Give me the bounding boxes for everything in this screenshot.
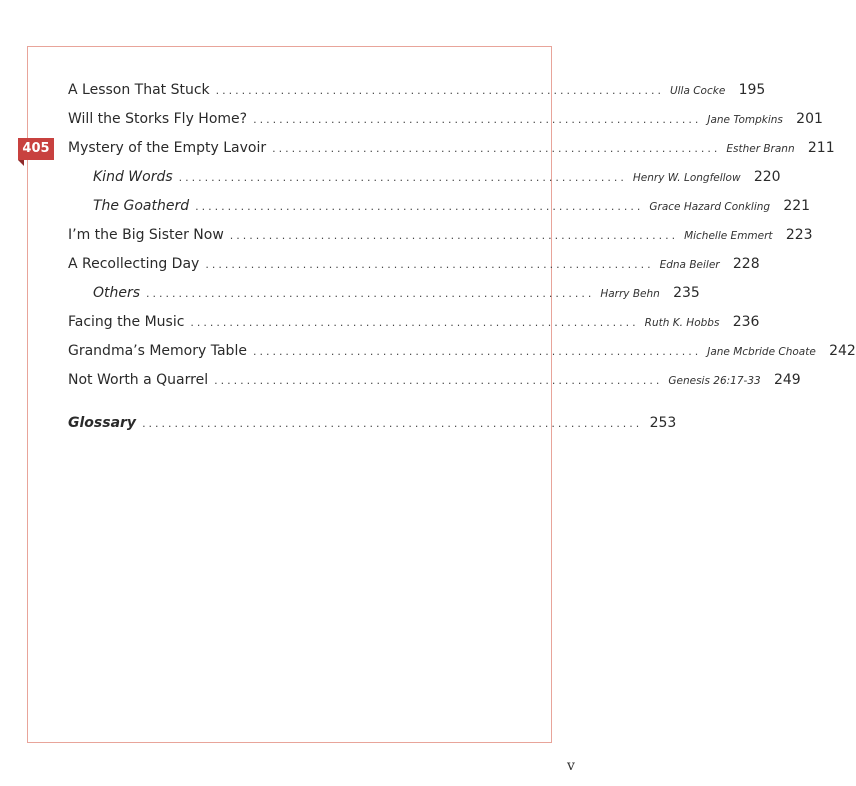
- toc-entry-title: A Recollecting Day: [68, 256, 200, 272]
- toc-entry-title: Others: [93, 285, 141, 301]
- toc-entry[interactable]: [68, 169, 781, 198]
- toc-entry-page: 235: [673, 285, 700, 301]
- toc-entry-page: 195: [738, 82, 766, 98]
- leader-dots: .....................................................................: [229, 229, 679, 242]
- toc-entry[interactable]: [68, 111, 823, 140]
- toc-entry-page: 201: [796, 111, 823, 127]
- leader-dots: .....................................................................: [205, 258, 654, 271]
- toc-entry-author: Harry Behn: [600, 288, 660, 300]
- toc-entry[interactable]: [68, 140, 835, 169]
- toc-entry-title: A Lesson That Stuck: [68, 82, 210, 98]
- leader-dots: .....................................................................: [252, 345, 702, 358]
- toc-entry-author: Genesis 26:17-33: [668, 375, 761, 387]
- toc-entry-title: The Goatherd: [93, 198, 190, 214]
- toc-entry-author: Ruth K. Hobbs: [644, 317, 720, 329]
- leader-dots: .....................................................................: [272, 142, 721, 155]
- toc-entry-title: Mystery of the Empty Lavoir: [68, 140, 267, 156]
- toc-entry-page: 249: [773, 372, 801, 388]
- toc-entry-title: I’m the Big Sister Now: [68, 227, 224, 243]
- toc-entry-author: Henry W. Longfellow: [632, 172, 741, 184]
- toc-entry[interactable]: [68, 82, 766, 111]
- leader-dots: .....................................................................: [146, 287, 595, 300]
- toc-entry-title: Will the Storks Fly Home?: [68, 111, 248, 127]
- toc-entry-page: 236: [732, 314, 760, 330]
- toc-entry-author: Esther Brann: [726, 143, 795, 155]
- toc-entry[interactable]: [68, 256, 760, 285]
- page-number: v: [567, 758, 575, 774]
- leader-dots: .....................................................................: [253, 113, 702, 126]
- leader-dots: .....................................................................: [215, 84, 664, 97]
- toc-entry-page: 242: [829, 343, 856, 359]
- toc-entry-author: Jane Tompkins: [707, 114, 783, 126]
- toc-entry-author: Jane Mcbride Choate: [707, 346, 816, 358]
- toc-entry[interactable]: [68, 314, 760, 343]
- toc-entry-title: Kind Words: [93, 169, 173, 185]
- toc-entry-author: Edna Beiler: [659, 259, 720, 271]
- leader-dots: .....................................................................: [178, 171, 627, 184]
- toc-entry-page: 220: [753, 169, 781, 185]
- toc-entry-title: Grandma’s Memory Table: [68, 343, 247, 359]
- toc-glossary-entry[interactable]: [68, 415, 677, 444]
- toc-entry-title: Not Worth a Quarrel: [68, 372, 209, 388]
- toc-entry[interactable]: [68, 372, 801, 401]
- toc-entry-author: Ulla Cocke: [669, 85, 726, 97]
- leader-dots: .....................................................................: [190, 316, 639, 329]
- toc-entry[interactable]: [68, 198, 811, 227]
- toc-entry[interactable]: [68, 343, 856, 372]
- leader-dots: .....................................................................: [214, 374, 663, 387]
- toc-entry-page: 223: [785, 227, 813, 243]
- toc-entry[interactable]: [68, 285, 700, 314]
- page-tab-marker: 405: [18, 138, 54, 160]
- toc-entry-title: Facing the Music: [68, 314, 185, 330]
- toc-entry-page: 228: [732, 256, 760, 272]
- table-of-contents: [68, 82, 856, 444]
- toc-entry-page: 221: [783, 198, 811, 214]
- leader-dots: .....................................................................: [195, 200, 644, 213]
- toc-entry[interactable]: [68, 227, 813, 256]
- toc-entry-page: 211: [807, 140, 835, 156]
- glossary-page: 253: [649, 415, 677, 431]
- toc-entry-author: Grace Hazard Conkling: [649, 201, 771, 213]
- leader-dots: .............................................................................: [142, 417, 643, 430]
- glossary-title: Glossary: [68, 415, 137, 431]
- toc-entry-author: Michelle Emmert: [684, 230, 773, 242]
